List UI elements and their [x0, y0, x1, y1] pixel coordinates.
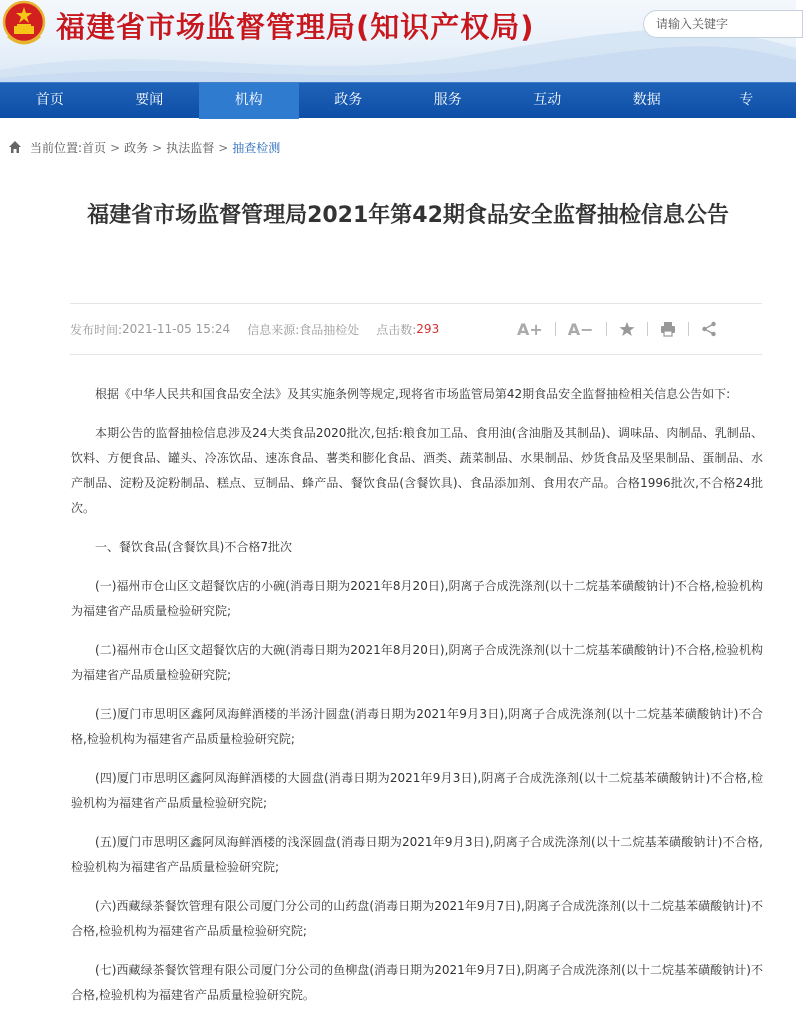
- article-content: [71, 382, 763, 1022]
- nav-item-2[interactable]: 机构: [199, 83, 299, 119]
- tool-separator: [688, 322, 689, 336]
- search-input[interactable]: [656, 11, 796, 37]
- tool-separator: [606, 322, 607, 336]
- views-count: 293: [416, 322, 440, 336]
- nav-item-7[interactable]: 专: [739, 92, 754, 108]
- font-smaller-button[interactable]: A−: [567, 319, 594, 339]
- font-larger-button[interactable]: A+: [517, 319, 543, 339]
- article-paragraph: 根据《中华人民共和国食品安全法》及其实施条例等规定,现将省市场监管局第42期食品安全监督抽检相关信息公告如下:: [95, 387, 731, 401]
- article-paragraph: (五)厦门市思明区鑫阿凤海鲜酒楼的浅深圆盘(消毒日期为2021年9月3日),阴离子合成洗涤剂(以十二烷基苯磺酸钠计)不合格,检验机构为福建省产品质量检验研究院;: [71, 835, 763, 874]
- article-paragraph: (六)西藏绿茶餐饮管理有限公司厦门分公司的山药盘(消毒日期为2021年9月7日),阴离子合成洗涤剂(以十二烷基苯磺酸钠计)不合格,检验机构为福建省产品质量检验研究院;: [71, 899, 763, 938]
- nav-item-4[interactable]: 服务: [433, 92, 462, 108]
- source-label: 信息来源:: [247, 322, 300, 337]
- meta-divider: [70, 354, 762, 355]
- views-label: 点击数:: [376, 322, 417, 337]
- home-icon: [8, 140, 22, 154]
- breadcrumb-link[interactable]: 首页: [82, 140, 107, 155]
- tool-separator: [555, 322, 556, 336]
- breadcrumb-items: [82, 139, 280, 156]
- title-divider: [70, 303, 762, 304]
- site-title[interactable]: 福建省市场监督管理局(知识产权局): [56, 10, 535, 44]
- article-paragraph: (四)厦门市思明区鑫阿凤海鲜酒楼的大圆盘(消毒日期为2021年9月3日),阴离子合成洗涤剂(以十二烷基苯磺酸钠计)不合格,检验机构为福建省产品质量检验研究院;: [71, 771, 763, 810]
- nav-item-0[interactable]: 首页: [35, 92, 64, 108]
- breadcrumb-separator: >: [218, 140, 229, 155]
- source: 食品抽检处: [299, 322, 360, 337]
- publish-time: 2021-11-05 15:24: [122, 322, 231, 336]
- article-meta: [70, 320, 439, 338]
- breadcrumb-link[interactable]: 抽查检测: [232, 140, 281, 155]
- breadcrumb-link[interactable]: 执法监督: [166, 140, 215, 155]
- nav-item-6[interactable]: 数据: [632, 92, 661, 108]
- article-paragraph: 本期公告的监督抽检信息涉及24大类食品2020批次,包括:粮食加工品、食用油(含油脂及其制品)、调味品、肉制品、乳制品、饮料、方便食品、罐头、冷冻饮品、速冻食品、薯类和膨化食品、酒类、蔬菜制品、水果制品、炒货食品及坚果制品、蛋制品、水产制品、淀粉及淀粉制品、糕点、豆制品、蜂产品、餐饮食品(含餐饮具)、食品添加剂、食用农产品。合格1996批次,不合格24批次。: [71, 426, 763, 515]
- article-title: 福建省市场监督管理局2021年第42期食品安全监督抽检信息公告: [87, 203, 729, 228]
- nav-item-5[interactable]: 互动: [533, 92, 562, 108]
- article-paragraph: (三)厦门市思明区鑫阿凤海鲜酒楼的半汤汁圆盘(消毒日期为2021年9月3日),阴离子合成洗涤剂(以十二烷基苯磺酸钠计)不合格,检验机构为福建省产品质量检验研究院;: [71, 707, 763, 746]
- search-box[interactable]: [643, 10, 803, 38]
- nav-list: [0, 83, 796, 119]
- article-paragraph: (二)福州市仓山区文超餐饮店的大碗(消毒日期为2021年8月20日),阴离子合成洗涤剂(以十二烷基苯磺酸钠计)不合格,检验机构为福建省产品质量检验研究院;: [71, 643, 763, 682]
- breadcrumb-link[interactable]: 政务: [124, 140, 149, 155]
- tool-separator: [647, 322, 648, 336]
- nav-item-1[interactable]: 要闻: [135, 92, 164, 108]
- breadcrumb-separator: >: [110, 140, 121, 155]
- article-paragraph: (一)福州市仓山区文超餐饮店的小碗(消毒日期为2021年8月20日),阴离子合成洗涤剂(以十二烷基苯磺酸钠计)不合格,检验机构为福建省产品质量检验研究院;: [71, 579, 763, 618]
- favorite-star-icon[interactable]: [619, 321, 635, 337]
- article-paragraph: (七)西藏绿茶餐饮管理有限公司厦门分公司的鱼柳盘(消毒日期为2021年9月7日),阴离子合成洗涤剂(以十二烷基苯磺酸钠计)不合格,检验机构为福建省产品质量检验研究院。: [71, 963, 763, 1002]
- share-icon[interactable]: [701, 321, 717, 337]
- breadcrumb: [8, 138, 280, 156]
- main-nav: [0, 82, 796, 118]
- breadcrumb-separator: >: [152, 140, 163, 155]
- article-tools: [517, 318, 717, 340]
- article-paragraph: 一、餐饮食品(含餐饮具)不合格7批次: [95, 540, 292, 554]
- breadcrumb-prefix: 当前位置:: [30, 140, 83, 155]
- site-header: [0, 0, 796, 82]
- print-icon[interactable]: [660, 321, 676, 337]
- national-emblem-icon: [2, 0, 46, 48]
- nav-item-3[interactable]: 政务: [334, 92, 363, 108]
- publish-time-label: 发布时间:: [70, 322, 123, 337]
